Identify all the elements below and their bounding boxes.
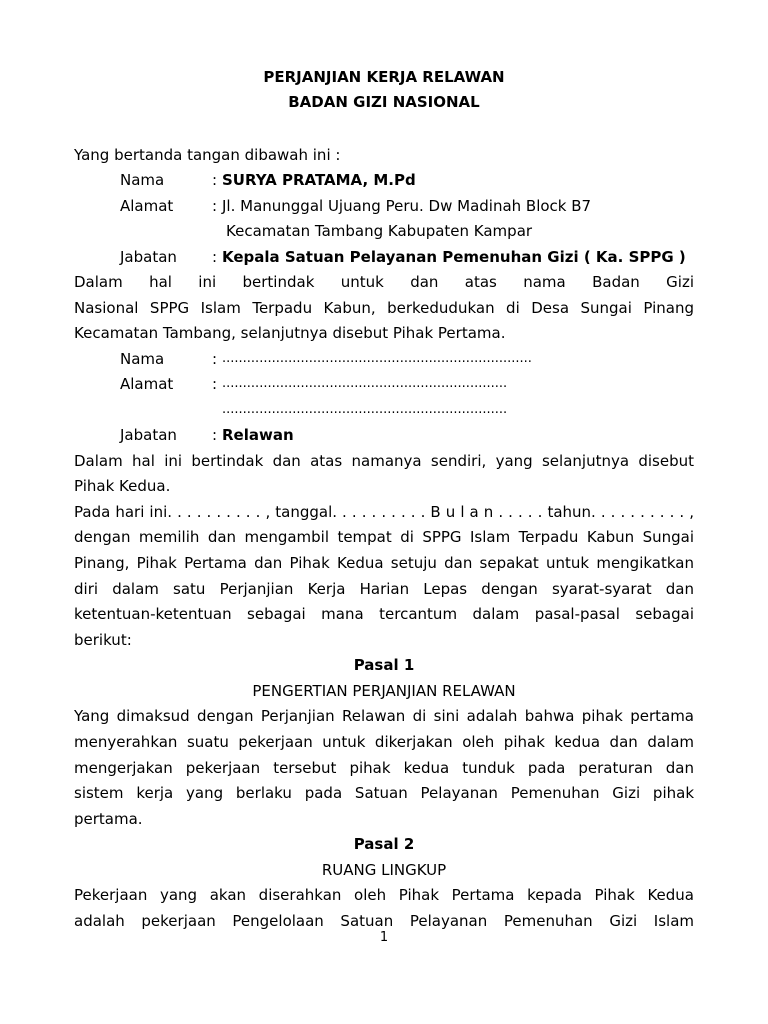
party1-alamat-line2: Kecamatan Tambang Kabupaten Kampar xyxy=(226,222,533,240)
party1-statement-line: Dalam hal ini bertindak untuk dan atas nama Badan Gizi xyxy=(74,273,694,291)
party1-nama-label: Nama xyxy=(120,171,165,189)
pasal2-line: Pekerjaan yang akan diserahkan oleh Pihak Pertama kepada Pihak Kedua xyxy=(74,886,694,904)
pasal1-line: sistem kerja yang berlaku pada Satuan Pelayanan Pemenuhan Gizi pihak xyxy=(74,784,694,802)
party2-alamat-line1: ..................................................................... xyxy=(222,376,508,391)
party2-nama-row xyxy=(74,348,694,370)
agreement-line: diri dalam satu Perjanjian Kerja Harian Lepas dengan syarat-syarat dan xyxy=(74,580,694,598)
party2-nama-value: ........................................................................... xyxy=(222,351,532,366)
intro-text: Yang bertanda tangan dibawah ini : xyxy=(74,146,341,164)
party2-jabatan-row xyxy=(74,424,694,446)
party1-nama-row xyxy=(74,169,694,191)
party2-alamat-row2 xyxy=(74,399,694,421)
party2-alamat-label: Alamat xyxy=(120,375,174,393)
pasal1-title: PENGERTIAN PERJANJIAN RELAWAN xyxy=(252,682,516,700)
party2-nama-colon: : xyxy=(212,350,218,368)
party2-statement-line: Dalam hal ini bertindak dan atas namanya sendiri, yang selanjutnya disebut xyxy=(74,452,694,470)
party1-statement-line: Nasional SPPG Islam Terpadu Kabun, berkedudukan di Desa Sungai Pinang xyxy=(74,299,694,317)
party2-alamat-colon: : xyxy=(212,375,218,393)
party2-jabatan-label: Jabatan xyxy=(120,426,177,444)
party1-jabatan-colon: : xyxy=(212,248,218,266)
party2-alamat-line2: ..................................................................... xyxy=(222,402,508,417)
pasal1-heading: Pasal 1 xyxy=(353,656,415,674)
party2-nama-label: Nama xyxy=(120,350,165,368)
document-title: PERJANJIAN KERJA RELAWAN xyxy=(263,68,505,86)
pasal1-line: mengerjakan pekerjaan tersebut pihak kedua tunduk pada peraturan dan xyxy=(74,759,694,777)
pasal1-line: pertama. xyxy=(74,810,143,828)
party2-jabatan-value: Relawan xyxy=(222,426,294,444)
agreement-line: Pinang, Pihak Pertama dan Pihak Kedua setuju dan sepakat untuk mengikatkan xyxy=(74,554,694,572)
party1-alamat-row2 xyxy=(74,220,694,242)
party1-nama-colon: : xyxy=(212,171,218,189)
party1-statement-line: Kecamatan Tambang, selanjutnya disebut Pihak Pertama. xyxy=(74,324,506,342)
party2-statement-line: Pihak Kedua. xyxy=(74,477,171,495)
agreement-line: berikut: xyxy=(74,631,132,649)
party1-alamat-label: Alamat xyxy=(120,197,174,215)
party1-nama-value: SURYA PRATAMA, M.Pd xyxy=(222,171,416,189)
pasal1-line: Yang dimaksud dengan Perjanjian Relawan di sini adalah bahwa pihak pertama xyxy=(74,707,694,725)
agreement-line: ketentuan-ketentuan sebagai mana tercantum dalam pasal-pasal sebagai xyxy=(74,605,694,623)
party1-jabatan-row xyxy=(74,246,694,268)
party2-jabatan-colon: : xyxy=(212,426,218,444)
party1-alamat-line1: Jl. Manunggal Ujuang Peru. Dw Madinah Block B7 xyxy=(222,197,592,215)
pasal2-heading: Pasal 2 xyxy=(353,835,415,853)
party2-alamat-row xyxy=(74,373,694,395)
pasal1-line: menyerahkan suatu pekerjaan untuk dikerjakan oleh pihak kedua dan dalam xyxy=(74,733,694,751)
agreement-line: Pada hari ini. . . . . . . . . . , tanggal. . . . . . . . . . B u l a n . . . . . tahun. . . . . . . . . . , xyxy=(74,503,694,521)
pasal2-title: RUANG LINGKUP xyxy=(321,861,447,879)
agreement-line: dengan memilih dan mengambil tempat di SPPG Islam Terpadu Kabun Sungai xyxy=(74,528,694,546)
pasal2-line: adalah pekerjaan Pengelolaan Satuan Pelayanan Pemenuhan Gizi Islam xyxy=(74,912,694,930)
document-subtitle: BADAN GIZI NASIONAL xyxy=(288,93,480,111)
party1-alamat-colon: : xyxy=(212,197,218,215)
party1-jabatan-value: Kepala Satuan Pelayanan Pemenuhan Gizi ( Ka. SPPG ) xyxy=(222,248,686,266)
party1-jabatan-label: Jabatan xyxy=(120,248,177,266)
party1-alamat-row xyxy=(74,195,694,217)
page-number: 1 xyxy=(379,930,389,945)
